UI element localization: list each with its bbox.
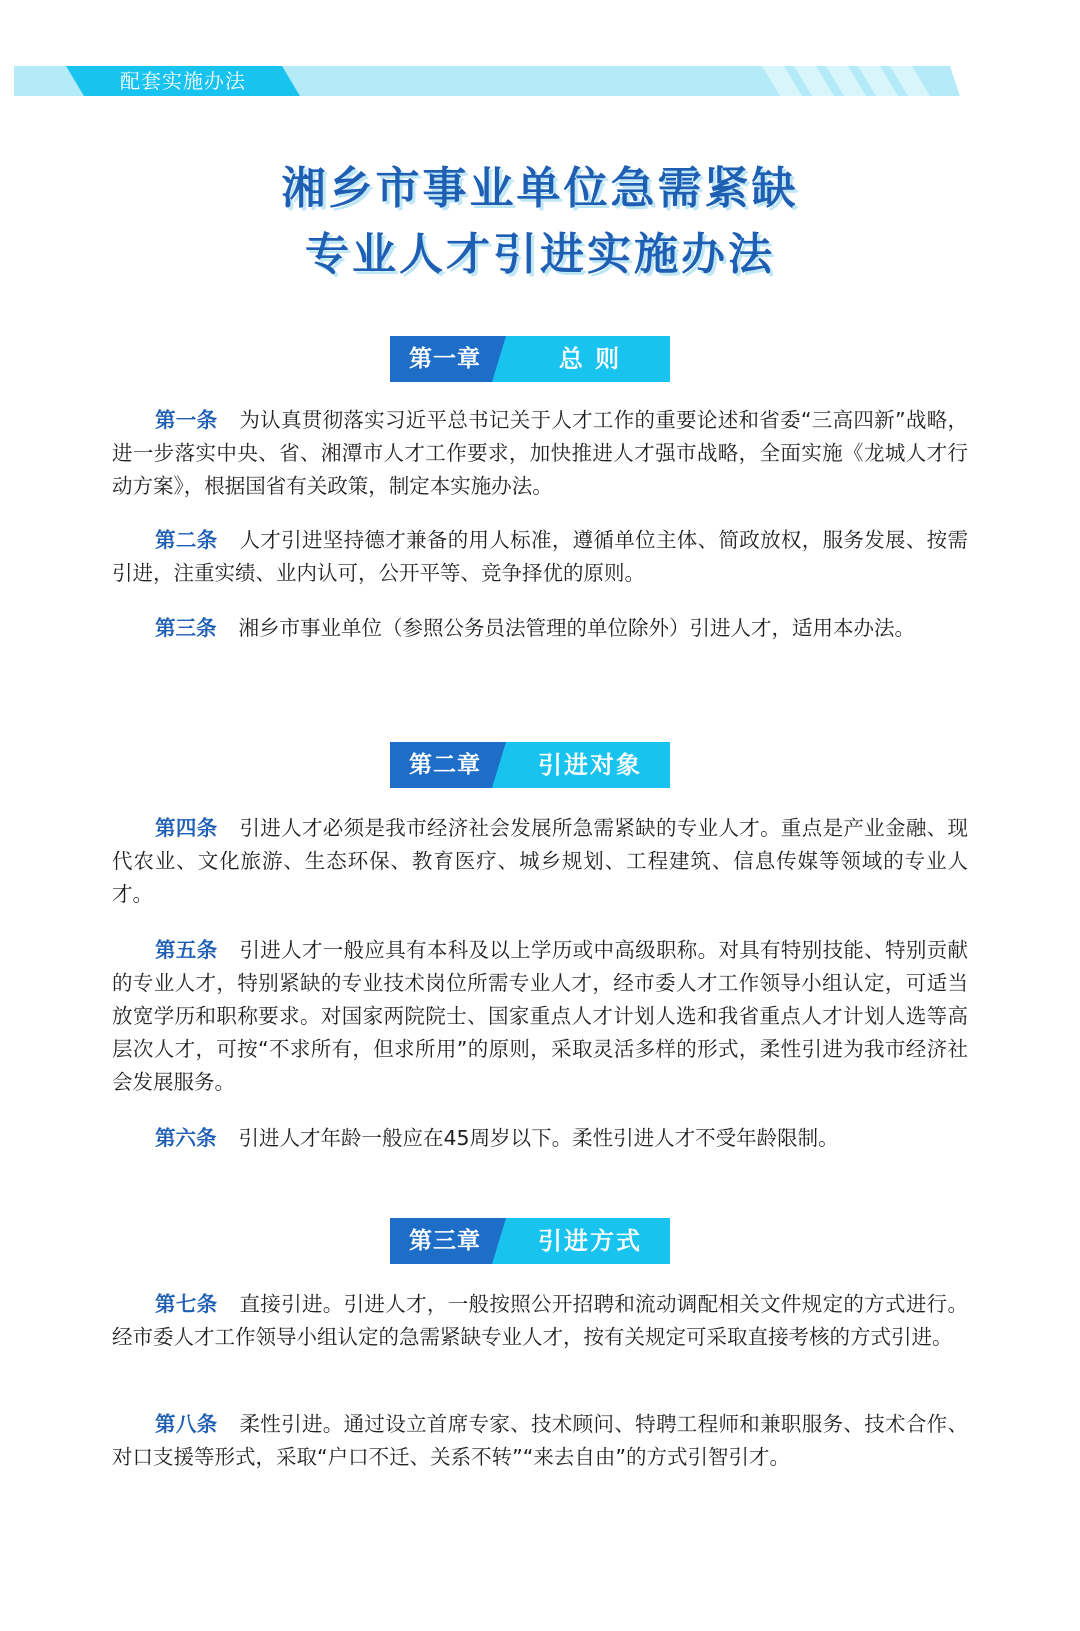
page-title-line2: 专业人才引进实施办法 xyxy=(305,229,775,280)
chapter-title: 总 则 xyxy=(558,345,622,373)
chapter-title: 引进方式 xyxy=(538,1227,642,1255)
article xyxy=(112,524,968,590)
article-label: 第四条 xyxy=(155,816,218,840)
article-text: 为认真贯彻落实习近平总书记关于人才工作的重要论述和省委“三高四新”战略，进一步落实中央、省、湘潭市人才工作要求，加快推进人才强市战略，全面实施《龙城人才行动方案》，根据国省有关政策，制定本实施办法。 xyxy=(112,408,968,498)
article-text: 柔性引进。通过设立首席专家、技术顾问、特聘工程师和兼职服务、技术合作、对口支援等形式，采取“户口不迁、关系不转”“来去自由”的方式引智引才。 xyxy=(112,1412,969,1469)
chapter-number: 第三章 xyxy=(409,1228,481,1254)
chapter-banner-1 xyxy=(390,336,680,382)
page-title-line1: 湘乡市事业单位急需紧缺 xyxy=(281,163,799,214)
article-label: 第六条 xyxy=(155,1126,217,1150)
article xyxy=(112,1288,968,1354)
article-label: 第七条 xyxy=(155,1292,218,1316)
article xyxy=(112,812,968,911)
chapter-number: 第二章 xyxy=(409,752,481,778)
article-label: 第八条 xyxy=(155,1412,218,1436)
article xyxy=(112,404,968,503)
article-label: 第二条 xyxy=(155,528,218,552)
article xyxy=(112,1408,968,1474)
article xyxy=(112,612,968,645)
article xyxy=(112,1122,968,1155)
article-text: 湘乡市事业单位（参照公务员法管理的单位除外）引进人才，适用本办法。 xyxy=(238,616,915,640)
article-label: 第五条 xyxy=(155,938,218,962)
chapter-number: 第一章 xyxy=(409,346,481,372)
chapter-title: 引进对象 xyxy=(538,751,642,779)
header-band xyxy=(0,0,1080,110)
chapter-banner-3 xyxy=(390,1218,680,1264)
article-text: 直接引进。引进人才，一般按照公开招聘和流动调配相关文件规定的方式进行。经市委人才工作领导小组认定的急需紧缺专业人才，按有关规定可采取直接考核的方式引进。 xyxy=(112,1292,969,1349)
article-label: 第一条 xyxy=(155,408,218,432)
article-text: 引进人才年龄一般应在45周岁以下。柔性引进人才不受年龄限制。 xyxy=(238,1126,839,1150)
header-label: 配套实施办法 xyxy=(120,69,246,93)
article-label: 第三条 xyxy=(155,616,217,640)
article-text: 人才引进坚持德才兼备的用人标准，遵循单位主体、简政放权，服务发展、按需引进，注重实绩、业内认可，公开平等、竞争择优的原则。 xyxy=(112,528,969,585)
chapter-banner-2 xyxy=(390,742,680,788)
article-text: 引进人才必须是我市经济社会发展所急需紧缺的专业人才。重点是产业金融、现代农业、文化旅游、生态环保、教育医疗、城乡规划、工程建筑、信息传媒等领域的专业人才。 xyxy=(112,816,969,906)
article xyxy=(112,934,968,1099)
article-text: 引进人才一般应具有本科及以上学历或中高级职称。对具有特别技能、特别贡献的专业人才，特别紧缺的专业技术岗位所需专业人才，经市委人才工作领导小组认定，可适当放宽学历和职称要求。对国家两院院士、国家重点人才计划人选和我省重点人才计划人选等高层次人才，可按“不求所有，但求所用”的原则，采取灵活多样的形式，柔性引进为我市经济社会发展服务。 xyxy=(112,938,969,1094)
